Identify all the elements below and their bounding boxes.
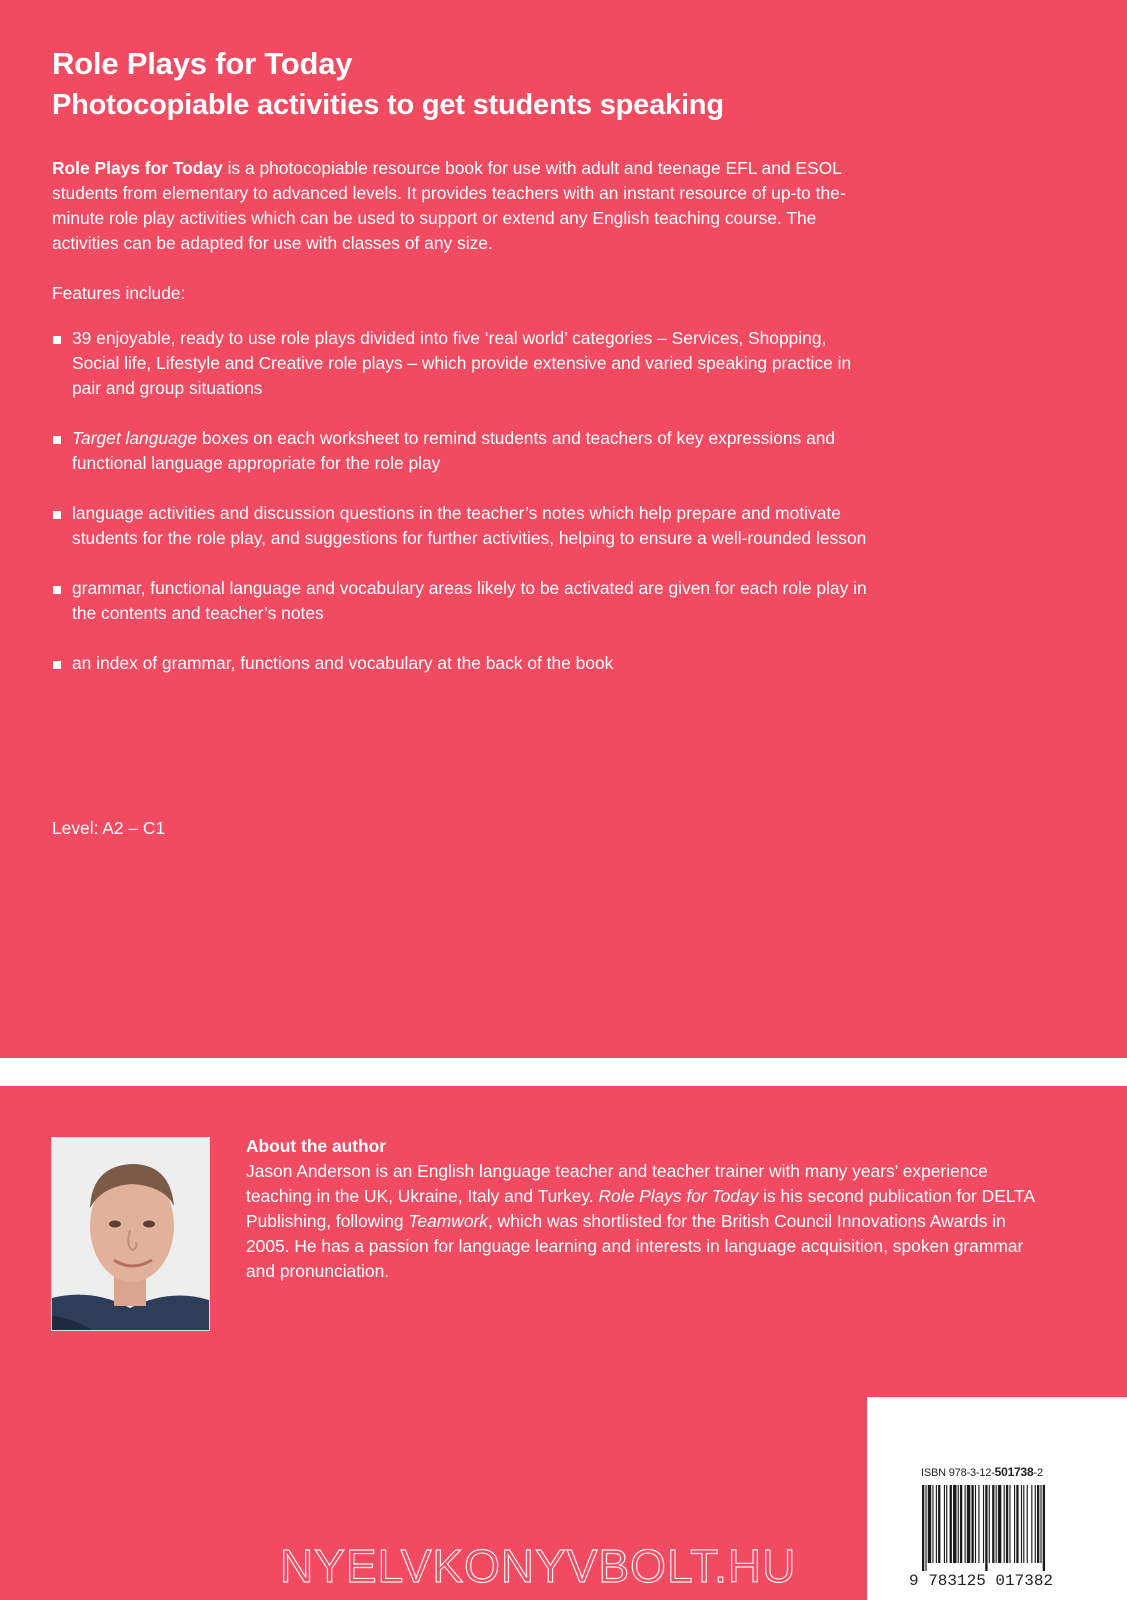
author-portrait-icon — [52, 1138, 209, 1330]
barcode-bar — [1023, 1485, 1024, 1563]
square-bullet-icon — [53, 436, 61, 444]
barcode-bar — [925, 1485, 926, 1571]
barcode-bar — [1031, 1485, 1032, 1563]
intro-paragraph — [52, 156, 852, 256]
barcode-bar — [1021, 1485, 1022, 1563]
barcode-box — [867, 1397, 1127, 1600]
isbn-suffix: -2 — [1033, 1467, 1043, 1479]
author-bio-italic: Role Plays for Today — [598, 1186, 759, 1206]
barcode-bar — [1035, 1485, 1036, 1563]
barcode-bar — [938, 1485, 940, 1563]
barcode-bar — [936, 1485, 937, 1563]
feature-italic: Target language — [72, 428, 198, 448]
about-author — [246, 1134, 1046, 1284]
barcode-bar — [922, 1485, 924, 1571]
barcode-bar — [998, 1485, 1001, 1563]
barcode-bar — [1027, 1485, 1028, 1563]
feature-text: 39 enjoyable, ready to use role plays divided into five ‘real world’ categories – Services, Shopping, Social life, Lifestyle and Creative role plays – which provide extensive and varied speaking practice in pair and group situations — [72, 328, 852, 398]
barcode-icon — [922, 1485, 1090, 1571]
barcode-bar — [953, 1485, 956, 1563]
author-bio-part: is his second publication for DELTA Publishing, following — [246, 1186, 1035, 1231]
barcode-bar — [967, 1485, 970, 1563]
watermark: NYELVKONYVBOLT.HU — [280, 1540, 797, 1592]
barcode-bar — [1014, 1485, 1015, 1563]
feature-item — [52, 326, 872, 401]
feature-item — [52, 651, 872, 676]
barcode-number: 9 783125 017382 — [909, 1572, 1054, 1590]
author-bio-part: Jason Anderson is an English language teacher and teacher trainer with many years’ experience teaching in the UK, Ukraine, Italy and Turkey. — [246, 1161, 988, 1206]
square-bullet-icon — [53, 586, 61, 594]
barcode-bar — [1016, 1485, 1018, 1563]
intro-text: is a photocopiable resource book for use with adult and teenage EFL and ESOL students from elementary to advanced levels. It provides teachers with an instant resource of up-to the-minute role play activities which can be used to support or extend any English teaching course. The activities can be adapted for use with classes of any size. — [52, 158, 846, 253]
barcode-bar — [1040, 1485, 1041, 1563]
feature-text: grammar, functional language and vocabulary areas likely to be activated are given for each role play in the contents and teacher’s notes — [72, 578, 867, 623]
barcode-bar — [958, 1485, 959, 1563]
level-text: Level: A2 – C1 — [52, 818, 166, 838]
barcode-bar — [971, 1485, 973, 1563]
feature-item — [52, 501, 872, 551]
book-subtitle: Photocopiable activities to get students speaking — [52, 89, 724, 121]
barcode-bar — [1009, 1485, 1010, 1563]
barcode-bar — [975, 1485, 976, 1563]
barcode-bar — [1043, 1485, 1045, 1571]
author-photo — [51, 1137, 210, 1331]
feature-text: an index of grammar, functions and vocabulary at the back of the book — [72, 653, 614, 673]
author-bio-part: , which was shortlisted for the British Council Innovations Awards in 2005. He has a passion for language learning and interests in language acquisition, spoken grammar and pronunciation. — [246, 1211, 1024, 1281]
barcode-bar — [989, 1485, 990, 1563]
barcode-bar — [1006, 1485, 1008, 1563]
barcode-bar — [1004, 1485, 1005, 1563]
barcode-bar — [983, 1485, 984, 1563]
feature-item — [52, 576, 872, 626]
features-list — [52, 326, 872, 676]
barcode-bar — [932, 1485, 933, 1563]
barcode-bar — [1037, 1485, 1039, 1563]
barcode-bar — [985, 1485, 987, 1571]
book-title: Role Plays for Today — [52, 46, 353, 81]
author-bio-italic: Teamwork — [408, 1211, 488, 1231]
features-label: Features include: — [52, 283, 186, 303]
feature-text: boxes on each worksheet to remind students and teachers of key expressions and functional language appropriate for the role play — [72, 428, 836, 473]
isbn-bold: 501738 — [994, 1465, 1034, 1479]
white-divider-band — [0, 1058, 1127, 1086]
barcode-bar — [946, 1485, 947, 1563]
barcode-bar — [965, 1485, 966, 1563]
barcode-bar — [996, 1485, 997, 1563]
square-bullet-icon — [53, 511, 61, 519]
barcode-bar — [944, 1485, 945, 1563]
intro-bold-lead: Role Plays for Today — [52, 158, 223, 178]
top-section — [52, 44, 872, 701]
isbn-prefix: ISBN 978-3-12- — [921, 1467, 995, 1479]
barcode-bar — [978, 1485, 979, 1563]
feature-item — [52, 426, 872, 476]
barcode-bar — [950, 1485, 952, 1563]
author-bio — [246, 1159, 1046, 1284]
barcode-bar — [992, 1485, 994, 1563]
square-bullet-icon — [53, 336, 61, 344]
isbn-label — [921, 1465, 1043, 1479]
barcode-bar — [960, 1485, 962, 1563]
feature-text: language activities and discussion questions in the teacher’s notes which help prepare and motivate students for the role play, and suggestions for further activities, helping to ensure a well-rounded lesson — [72, 503, 867, 548]
square-bullet-icon — [53, 661, 61, 669]
author-heading: About the author — [246, 1136, 387, 1156]
barcode-bar — [928, 1485, 931, 1563]
